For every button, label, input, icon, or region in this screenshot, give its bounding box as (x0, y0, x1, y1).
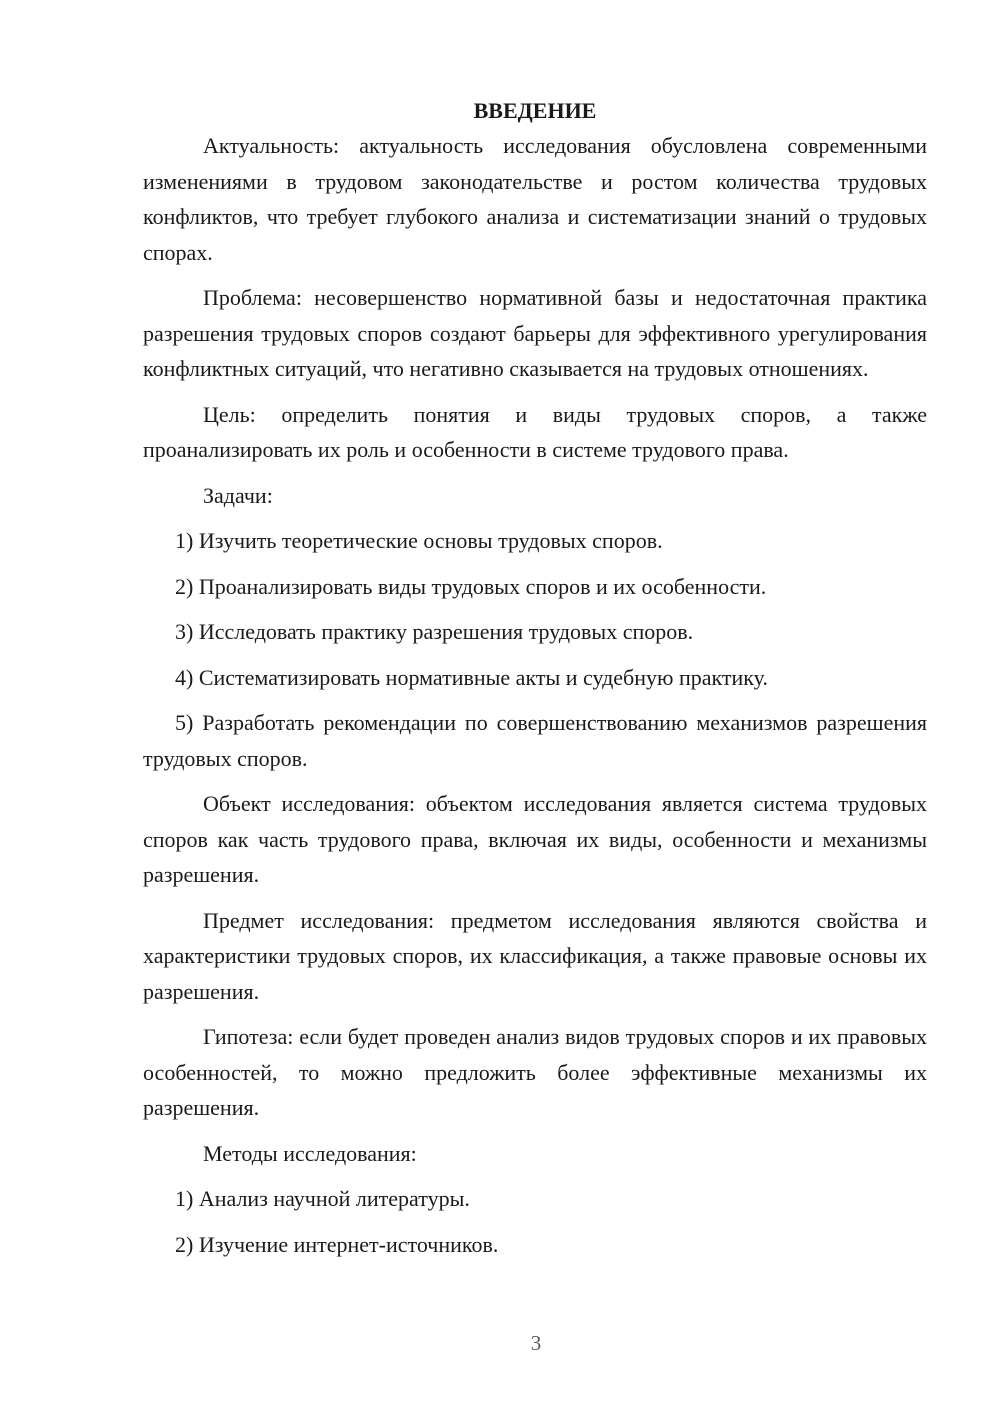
task-item: 3) Исследовать практику разрешения трудовых споров. (175, 619, 694, 644)
section-heading: ВВЕДЕНИЕ (473, 98, 597, 123)
tasks-label: Задачи: (203, 482, 273, 508)
page-content (143, 93, 927, 1272)
method-item: 2) Изучение интернет-источников. (175, 1231, 499, 1257)
goal-paragraph: Цель: определить понятия и виды трудовых споров, а также проанализировать их роль и особенности в системе трудового права. (143, 401, 927, 462)
object-paragraph: Объект исследования: объектом исследования является система трудовых споров как часть трудового права, включая их виды, особенности и механизмы разрешения. (143, 791, 927, 887)
page-number: 3 (530, 1331, 542, 1355)
subject-paragraph: Предмет исследования: предметом исследования являются свойства и характеристики трудовых споров, их классификация, а также правовые основы их разрешения. (143, 907, 927, 1004)
methods-label: Методы исследования: (203, 1140, 417, 1166)
method-item: 1) Анализ научной литературы. (175, 1186, 470, 1211)
hypothesis-paragraph: Гипотеза: если будет проведен анализ видов трудовых споров и их правовых особенностей, то можно предложить более эффективные механизмы их разрешения. (143, 1024, 927, 1120)
task-item: 5) Разработать рекомендации по совершенствованию механизмов разрешения трудовых споров. (143, 710, 927, 771)
task-item: 1) Изучить теоретические основы трудовых споров. (175, 528, 663, 553)
problem-paragraph: Проблема: несовершенство нормативной базы и недостаточная практика разрешения трудовых споров создают барьеры для эффективного урегулирования конфликтных ситуаций, что негативно сказывается на трудовых отношениях. (143, 285, 927, 381)
task-item: 2) Проанализировать виды трудовых споров и их особенности. (175, 573, 767, 599)
relevance-paragraph: Актуальность: актуальность исследования обусловлена современными изменениями в трудовом законодательстве и ростом количества трудовых конфликтов, что требует глубокого анализа и систематизации знаний о трудовых спорах. (143, 133, 927, 265)
task-item: 4) Систематизировать нормативные акты и судебную практику. (175, 664, 768, 690)
